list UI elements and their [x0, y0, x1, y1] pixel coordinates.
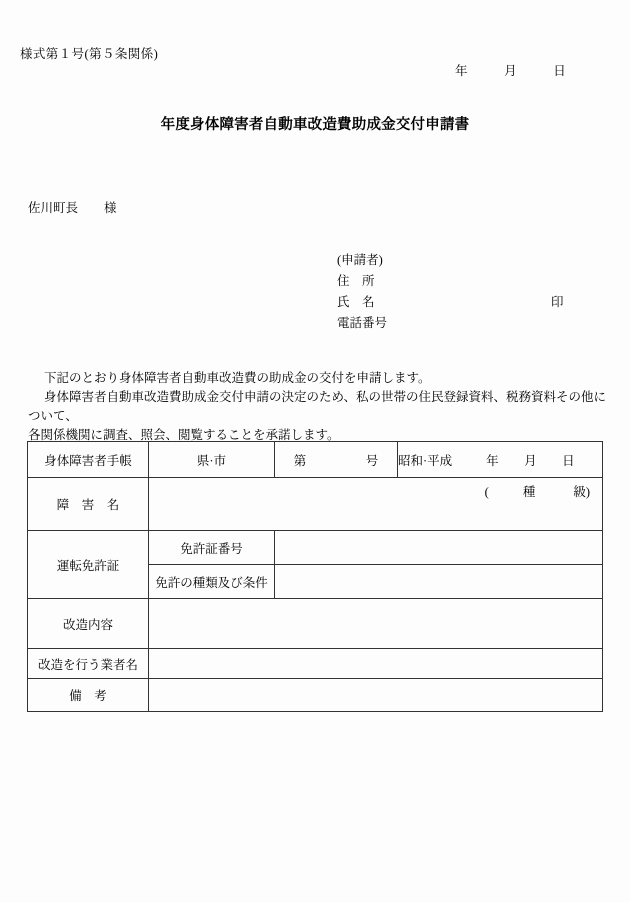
applicant-name-row — [337, 292, 564, 313]
handbook-era-label: 昭和·平成 — [398, 453, 453, 468]
addressee-name: 佐川町長 — [28, 201, 79, 215]
handbook-year-label: 年 — [486, 453, 499, 468]
applicant-address-label: 住 所 — [337, 274, 375, 288]
content-value[interactable] — [149, 599, 603, 649]
body-paragraph-1: 下記のとおり身体障害者自動車改造費の助成金の交付を申請します。 — [44, 371, 431, 385]
handbook-number-prefix: 第 — [293, 453, 307, 468]
date-month-label: 月 — [504, 64, 517, 78]
body-paragraph-3: 各関係機関に調査、照会、閲覧することを承諾します。 — [28, 428, 340, 442]
disability-grade-note — [485, 482, 590, 500]
applicant-name-label: 氏 名 — [337, 295, 375, 309]
addressee-honorific: 様 — [104, 201, 117, 215]
seal-label: 印 — [551, 295, 564, 309]
applicant-phone-row — [337, 313, 387, 334]
form-code: 様式第１号(第５条関係) — [20, 47, 159, 61]
license-type-value[interactable] — [275, 565, 603, 599]
disability-value-cell[interactable] — [149, 478, 603, 531]
license-type-label: 免許の種類及び条件 — [149, 565, 275, 599]
body-paragraph-2: 身体障害者自動車改造費助成金交付申請の決定のため、私の世帯の住民登録資料、税務資料その他について、 — [28, 390, 607, 423]
applicant-phone-label: 電話番号 — [337, 316, 388, 330]
addressee — [28, 198, 117, 216]
remarks-value[interactable] — [149, 679, 603, 712]
applicant-block — [337, 250, 564, 334]
content-label: 改造内容 — [28, 599, 149, 649]
vendor-label: 改造を行う業者名 — [28, 649, 149, 679]
date-day-label: 日 — [553, 64, 566, 78]
handbook-number-cell[interactable] — [275, 442, 398, 478]
handbook-date-cell[interactable] — [398, 442, 603, 478]
table-row-handbook — [28, 442, 603, 478]
table-row-remarks — [28, 679, 603, 712]
license-label: 運転免許証 — [28, 531, 149, 599]
applicant-address-row — [337, 271, 387, 292]
page-title: 年度身体障害者自動車改造費助成金交付申請書 — [160, 117, 470, 133]
handbook-day-label: 日 — [562, 453, 575, 468]
body-text — [28, 369, 608, 445]
table-row-content — [28, 599, 603, 649]
grade-type-label: 種 — [522, 485, 536, 499]
grade-open-paren: ( — [484, 485, 489, 499]
vendor-value[interactable] — [149, 649, 603, 679]
handbook-label: 身体障害者手帳 — [28, 442, 149, 478]
application-table — [27, 441, 603, 712]
applicant-heading: (申請者) — [337, 253, 383, 267]
handbook-number-suffix: 号 — [365, 453, 379, 468]
handbook-month-label: 月 — [524, 453, 537, 468]
license-number-label: 免許証番号 — [149, 531, 275, 565]
grade-class-label: 級) — [573, 485, 590, 499]
date-year-label: 年 — [455, 64, 468, 78]
applicant-heading-row — [337, 250, 387, 271]
disability-label: 障 害 名 — [28, 478, 149, 531]
table-row-vendor — [28, 649, 603, 679]
table-row-license-number — [28, 531, 603, 565]
date-line — [455, 61, 573, 79]
table-row-disability — [28, 478, 603, 531]
remarks-label: 備 考 — [28, 679, 149, 712]
handbook-pref-city[interactable]: 県·市 — [149, 442, 275, 478]
license-number-value[interactable] — [275, 531, 603, 565]
